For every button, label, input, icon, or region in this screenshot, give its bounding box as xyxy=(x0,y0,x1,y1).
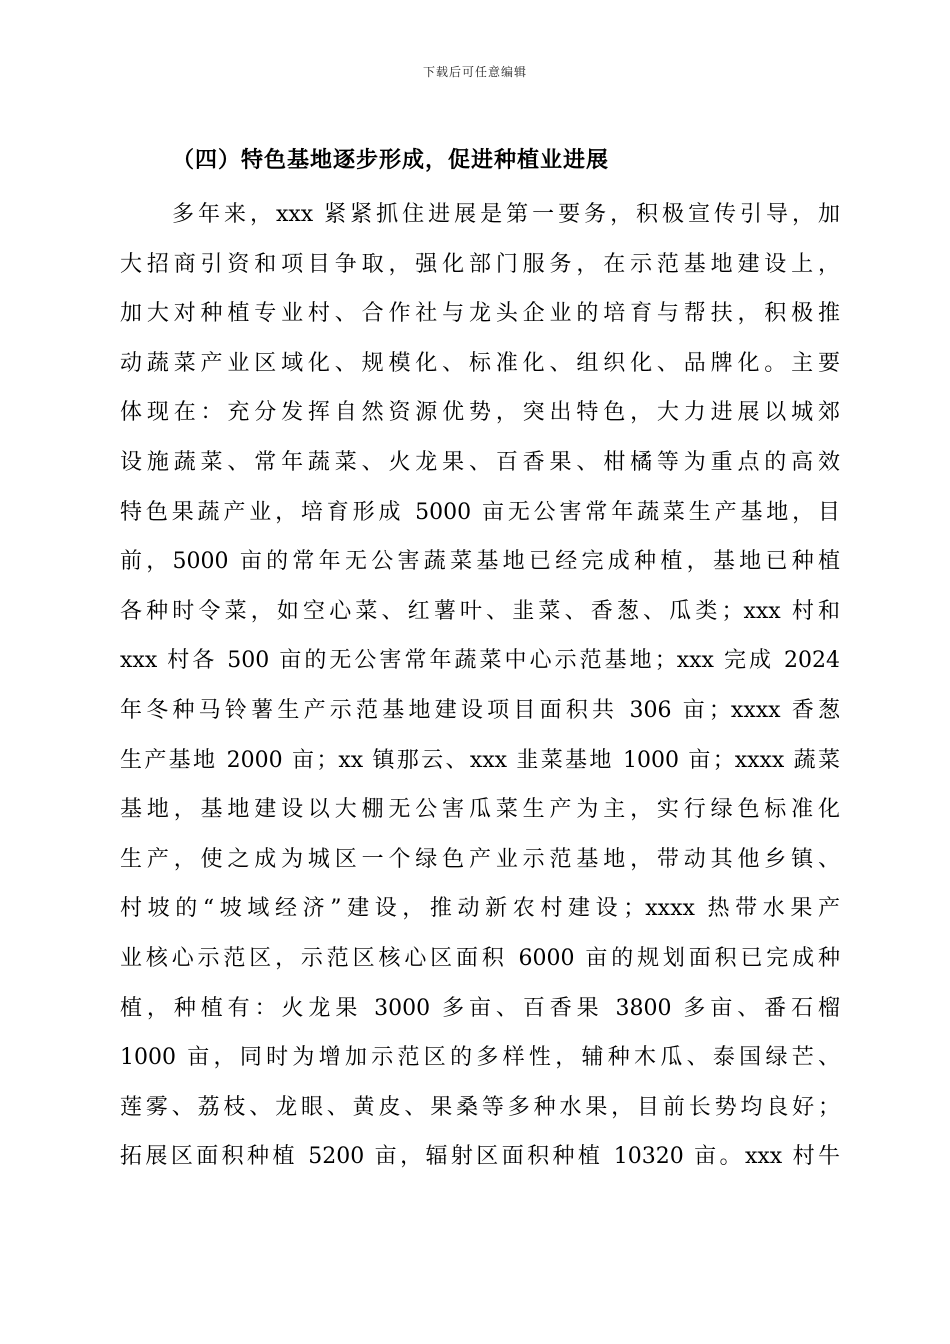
paragraph-line: 大招商引资和项目争取，强化部门服务，在示范基地建设上， xyxy=(120,251,840,277)
paragraph-line: 多年来，xxx 紧紧抓住进展是第一要务，积极宣传引导，加 xyxy=(172,202,840,227)
paragraph-line: 拓展区面积种植 5200 亩，辐射区面积种植 10320 亩。xxx 村牛 xyxy=(120,1144,840,1170)
paragraph-line: 加大对种植专业村、合作社与龙头企业的培育与帮扶，积极推 xyxy=(120,301,840,327)
paragraph-line: 生产基地 2000 亩；xx 镇那云、xxx 韭菜基地 1000 亩；xxxx 蔬菜 xyxy=(120,747,840,773)
paragraph-line: 业核心示范区，示范区核心区面积 6000 亩的规划面积已完成种 xyxy=(120,945,840,971)
paragraph-line: xxx 村各 500 亩的无公害常年蔬菜中心示范基地；xxx 完成 2024 xyxy=(120,648,840,674)
paragraph-line: 特色果蔬产业，培育形成 5000 亩无公害常年蔬菜生产基地，目 xyxy=(120,499,840,525)
paragraph-line: 各种时令菜，如空心菜、红薯叶、韭菜、香葱、瓜类；xxx 村和 xyxy=(120,598,840,624)
paragraph-line: 村坡的“坡域经济”建设，推动新农村建设；xxxx 热带水果产 xyxy=(120,896,840,922)
paragraph-line: 年冬种马铃薯生产示范基地建设项目面积共 306 亩；xxxx 香葱 xyxy=(120,697,840,723)
paragraph-line: 体现在：充分发挥自然资源优势，突出特色，大力进展以城郊 xyxy=(120,400,840,426)
paragraph-line: 前，5000 亩的常年无公害蔬菜基地已经完成种植，基地已种植 xyxy=(120,549,840,575)
download-note: 下载后可任意编辑 xyxy=(422,65,527,79)
paragraph-line: 基地，基地建设以大棚无公害瓜菜生产为主，实行绿色标准化 xyxy=(120,797,840,823)
body-paragraph xyxy=(120,190,840,1182)
paragraph-line: 1000 亩，同时为增加示范区的多样性，辅种木瓜、泰国绿芒、 xyxy=(120,1045,840,1071)
paragraph-line: 植，种植有：火龙果 3000 多亩、百香果 3800 多亩、番石榴 xyxy=(120,995,840,1021)
section-heading: （四）特色基地逐步形成，促进种植业进展 xyxy=(172,147,610,173)
paragraph-line: 生产，使之成为城区一个绿色产业示范基地，带动其他乡镇、 xyxy=(120,846,840,872)
paragraph-line: 动蔬菜产业区域化、规模化、标准化、组织化、品牌化。主要 xyxy=(120,350,840,376)
paragraph-line: 设施蔬菜、常年蔬菜、火龙果、百香果、柑橘等为重点的高效 xyxy=(120,449,840,475)
paragraph-line: 莲雾、荔枝、龙眼、黄皮、果桑等多种水果，目前长势均良好； xyxy=(120,1094,840,1120)
